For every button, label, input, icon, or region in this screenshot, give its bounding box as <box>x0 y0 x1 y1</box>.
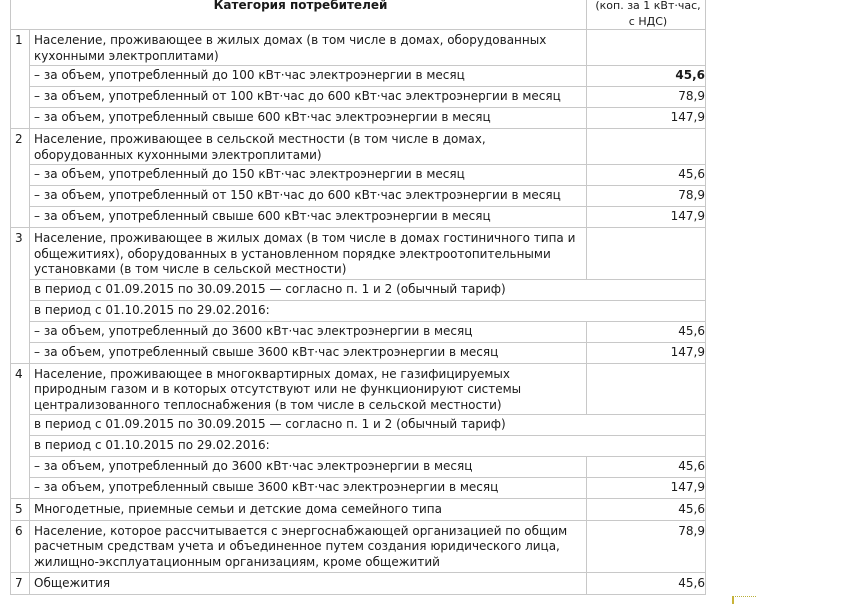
single-title: Многодетные, приемные семьи и детские дома семейного типа <box>30 499 587 521</box>
tariff-value: 45,6 <box>587 573 706 595</box>
group-title-row <box>11 228 706 280</box>
tariff-value: 45,6 <box>587 165 706 186</box>
tariff-label: – за объем, употребленный свыше 3600 кВт·час электроэнергии в месяц <box>30 478 587 499</box>
tariff-label: – за объем, употребленный от 100 кВт·час до 600 кВт·час электроэнергии в месяц <box>30 87 587 108</box>
group-title: Население, проживающее в сельской местности (в том числе в домах, оборудованных кухонными электроплитами) <box>30 129 587 165</box>
period-label: в период с 01.09.2015 по 30.09.2015 — согласно п. 1 и 2 (обычный тариф) <box>30 279 706 300</box>
group-title-value <box>587 30 706 66</box>
header-row <box>11 0 706 30</box>
tariff-label: – за объем, употребленный свыше 600 кВт·час электроэнергии в месяц <box>30 108 587 129</box>
tariff-row <box>11 436 706 457</box>
group-title-value <box>587 129 706 165</box>
tariff-row <box>11 342 706 363</box>
tariff-row <box>11 457 706 478</box>
tariff-label: – за объем, употребленный до 150 кВт·час электроэнергии в месяц <box>30 165 587 186</box>
header-price-unit <box>587 0 706 30</box>
header-price-line1: (коп. за 1 кВт·час, <box>595 0 701 12</box>
row-number: 1 <box>11 30 30 129</box>
tariff-value: 147,9 <box>587 478 706 499</box>
header-price-line2: с НДС) <box>628 14 668 28</box>
tariff-value: 78,9 <box>587 87 706 108</box>
period-label: в период с 01.10.2015 по 29.02.2016: <box>30 436 706 457</box>
row-number: 3 <box>11 228 30 364</box>
tariff-row <box>11 207 706 228</box>
single-row <box>11 573 706 595</box>
period-label: в период с 01.10.2015 по 29.02.2016: <box>30 300 706 321</box>
tariff-value: 45,6 <box>587 499 706 521</box>
tariff-label: – за объем, употребленный свыше 600 кВт·час электроэнергии в месяц <box>30 207 587 228</box>
group-title-value <box>587 363 706 415</box>
tariff-row <box>11 165 706 186</box>
tariff-table <box>10 0 706 595</box>
tariff-table-body <box>11 30 706 595</box>
row-number: 6 <box>11 520 30 573</box>
tariff-row <box>11 478 706 499</box>
row-number: 2 <box>11 129 30 228</box>
tariff-row <box>11 87 706 108</box>
single-row <box>11 520 706 573</box>
header-category: Категория потребителей <box>11 0 587 30</box>
row-number: 4 <box>11 363 30 499</box>
tariff-row <box>11 279 706 300</box>
tariff-row <box>11 321 706 342</box>
row-number: 7 <box>11 573 30 595</box>
period-label: в период с 01.09.2015 по 30.09.2015 — согласно п. 1 и 2 (обычный тариф) <box>30 415 706 436</box>
tariff-label: – за объем, употребленный до 3600 кВт·час электроэнергии в месяц <box>30 321 587 342</box>
group-title-value <box>587 228 706 280</box>
tariff-label: – за объем, употребленный от 150 кВт·час до 600 кВт·час электроэнергии в месяц <box>30 186 587 207</box>
tariff-row <box>11 66 706 87</box>
group-title-row <box>11 363 706 415</box>
tariff-value: 147,9 <box>587 207 706 228</box>
tariff-value: 45,6 <box>587 457 706 478</box>
tariff-label: – за объем, употребленный до 100 кВт·час электроэнергии в месяц <box>30 66 587 87</box>
single-title: Население, которое рассчитывается с энергоснабжающей организацией по общим расчетным средствам учета и объединенное путем создания юридического лица, жилищно-эксплуатационным организациям, кроме общежитий <box>30 520 587 573</box>
tariff-row <box>11 186 706 207</box>
group-title-row <box>11 129 706 165</box>
tariff-row <box>11 108 706 129</box>
group-title: Население, проживающее в многоквартирных домах, не газифицируемых природным газом и в которых отсутствуют или не функционируют системы централизованного теплоснабжения (в том числе в сельской местности) <box>30 363 587 415</box>
tariff-row <box>11 300 706 321</box>
tariff-value: 147,9 <box>587 342 706 363</box>
tariff-value: 45,6 <box>587 321 706 342</box>
group-title-row <box>11 30 706 66</box>
group-title: Население, проживающее в жилых домах (в том числе в домах, оборудованных кухонными электроплитами) <box>30 30 587 66</box>
tariff-value: 78,9 <box>587 186 706 207</box>
tariff-value: 45,6 <box>587 66 706 87</box>
tariff-label: – за объем, употребленный до 3600 кВт·час электроэнергии в месяц <box>30 457 587 478</box>
tariff-row <box>11 415 706 436</box>
single-row <box>11 499 706 521</box>
single-title: Общежития <box>30 573 587 595</box>
tariff-value: 147,9 <box>587 108 706 129</box>
tariff-label: – за объем, употребленный свыше 3600 кВт·час электроэнергии в месяц <box>30 342 587 363</box>
group-title: Население, проживающее в жилых домах (в том числе в домах гостиничного типа и общежитиях), оборудованных в установленном порядке электроотопительными установками (в том числе в сельской местности) <box>30 228 587 280</box>
row-number: 5 <box>11 499 30 521</box>
tariff-value: 78,9 <box>587 520 706 573</box>
